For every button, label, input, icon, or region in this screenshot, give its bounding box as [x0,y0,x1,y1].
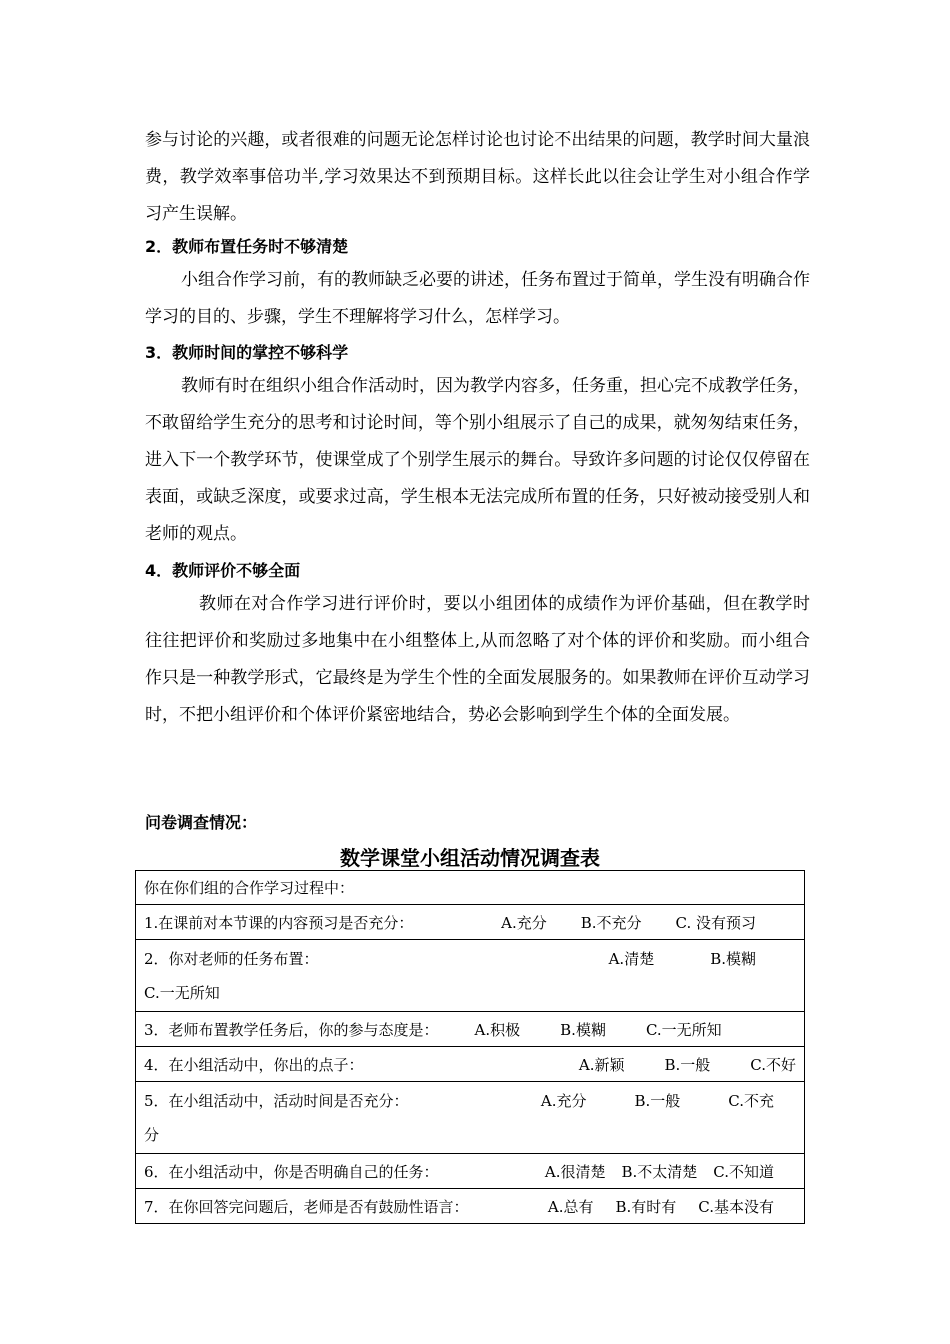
q3-option-a: A.积极 [474,1020,521,1039]
q4-option-a: A.新颖 [578,1055,625,1074]
question-5: 5．在小组活动中，活动时间是否充分： [144,1092,409,1110]
table-row [136,940,805,1012]
q1-option-b: B.不充分 [580,913,642,932]
table-row [136,1154,805,1189]
section-4-heading: 4．教师评价不够全面 [145,561,301,580]
q7-option-a: A.总有 [547,1197,594,1216]
section-4-body: 教师在对合作学习进行评价时，要以小组团体的成绩作为评价基础，但在教学时往往把评价和奖励过多地集中在小组整体上,从而忽略了对个体的评价和奖励。而小组合作只是一种教学形式，它最终是为学生个性的全面发展服务的。如果教师在评价互动学习时，不把小组评价和个体评价紧密地结合，势必会影响到学生个体的全面发展。 [145,594,810,725]
question-6: 6．在小组活动中，你是否明确自己的任务： [144,1162,439,1181]
question-1: 1.在课前对本节课的内容预习是否充分： [144,913,414,932]
section-3-heading: 3．教师时间的掌控不够科学 [145,343,349,362]
question-7: 7．在你回答完问题后，老师是否有鼓励性语言： [144,1197,469,1216]
intro-paragraph: 参与讨论的兴趣，或者很难的问题无论怎样讨论也讨论不出结果的问题，教学时间大量浪费，教学效率事倍功半,学习效果达不到预期目标。这样长此以往会让学生对小组合作学习产生误解。 [145,130,810,224]
q7-option-c: C.基本没有 [698,1197,774,1216]
q1-option-c: C. 没有预习 [675,913,756,932]
question-2: 2．你对老师的任务布置： [144,950,319,968]
q6-option-c: C.不知道 [713,1162,774,1181]
q4-option-b: B.一般 [664,1055,711,1074]
q3-option-c: C.一无所知 [645,1020,722,1039]
q2-option-c: C.一无所知 [144,983,220,1002]
q4-option-c: C.不好 [750,1055,796,1074]
table-row [136,1047,805,1082]
question-3: 3．老师布置教学任务后，你的参与态度是： [144,1020,439,1039]
q6-option-b: B.不太清楚 [621,1162,698,1181]
q7-option-b: B.有时有 [615,1197,677,1216]
q5-option-b: B.一般 [634,1092,681,1110]
survey-heading: 问卷调查情况： [145,813,258,832]
q5-option-c-continued: 分 [144,1125,160,1144]
table-row [136,1189,805,1224]
q2-option-b: B.模糊 [710,950,756,968]
q5-option-a: A.充分 [540,1092,587,1110]
survey-intro: 你在你们组的合作学习过程中： [136,871,805,905]
q1-option-a: A.充分 [501,913,547,932]
section-3-body: 教师有时在组织小组合作活动时，因为教学内容多，任务重，担心完不成教学任务，不敢留给学生充分的思考和讨论时间，等个别小组展示了自己的成果，就匆匆结束任务，进入下一个教学环节，使课堂成了个别学生展示的舞台。导致许多问题的讨论仅仅停留在表面，或缺乏深度，或要求过高，学生根本无法完成所布置的任务，只好被动接受别人和老师的观点。 [145,376,810,544]
table-row [136,1082,805,1154]
q3-option-b: B.模糊 [560,1020,606,1039]
survey-table [135,870,805,1224]
table-row [136,871,805,905]
q6-option-a: A.很清楚 [544,1162,606,1181]
q2-option-a: A.清楚 [608,950,655,968]
section-2-heading: 2．教师布置任务时不够清楚 [145,237,349,256]
table-row [136,905,805,940]
q5-option-c: C.不充 [728,1092,774,1110]
table-row [136,1012,805,1047]
section-2-body: 小组合作学习前，有的教师缺乏必要的讲述，任务布置过于简单，学生没有明确合作学习的目的、步骤，学生不理解将学习什么，怎样学习。 [145,270,810,327]
survey-table-title: 数学课堂小组活动情况调查表 [340,846,600,870]
question-4: 4．在小组活动中，你出的点子： [144,1055,364,1074]
